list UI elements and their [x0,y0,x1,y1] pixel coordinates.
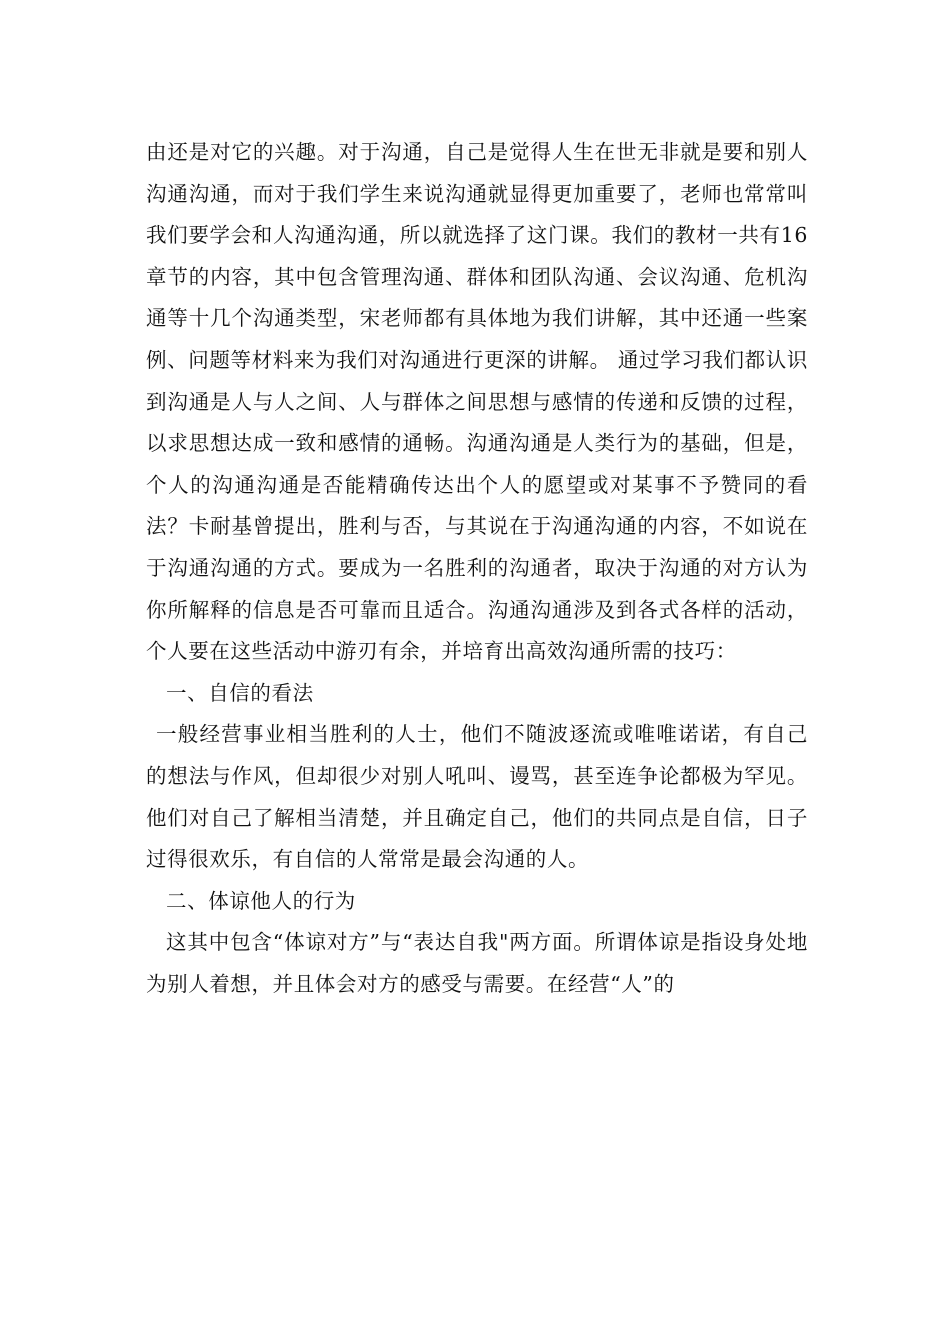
body-paragraph-empathy: 这其中包含“体谅对方”与“表达自我"两方面。所谓体谅是指设身处地为别人着想，并且体会对方的感受与需要。在经营“人”的 [146,930,808,996]
section-heading-empathy: 二、体谅他人的行为 [166,888,356,913]
body-paragraph-confidence: 一般经营事业相当胜利的人士，他们不随波逐流或唯唯诺诺，有自己的想法与作风，但却很少对别人吼叫、谩骂，甚至连争论都极为罕见。他们对自己了解相当清楚，并且确定自己，他们的共同点是自信，日子过得很欢乐，有自信的人常常是最会沟通的人。 [146,722,808,872]
document-body [146,132,808,1005]
section-heading-confidence: 一、自信的看法 [166,680,314,705]
body-paragraph-intro: 由还是对它的兴趣。对于沟通，自己是觉得人生在世无非就是要和别人沟通沟通，而对于我们学生来说沟通就显得更加重要了，老师也常常叫我们要学会和人沟通沟通，所以就选择了这门课。我们的教材一共有16章节的内容，其中包含管理沟通、群体和团队沟通、会议沟通、危机沟通等十几个沟通类型，宋老师都有具体地为我们讲解，其中还通一些案例、问题等材料来为我们对沟通进行更深的讲解。 通过学习我们都认识到沟通是人与人之间、人与群体之间思想与感情的传递和反馈的过程，以求思想达成一致和感情的通畅。沟通沟通是人类行为的基础，但是，个人的沟通沟通是否能精确传达出个人的愿望或对某事不予赞同的看法？卡耐基曾提出，胜利与否，与其说在于沟通沟通的内容，不如说在于沟通沟通的方式。要成为一名胜利的沟通者，取决于沟通的对方认为你所解释的信息是否可靠而且适合。沟通沟通涉及到各式各样的活动，个人要在这些活动中游刃有余，并培育出高效沟通所需的技巧： [146,140,808,664]
